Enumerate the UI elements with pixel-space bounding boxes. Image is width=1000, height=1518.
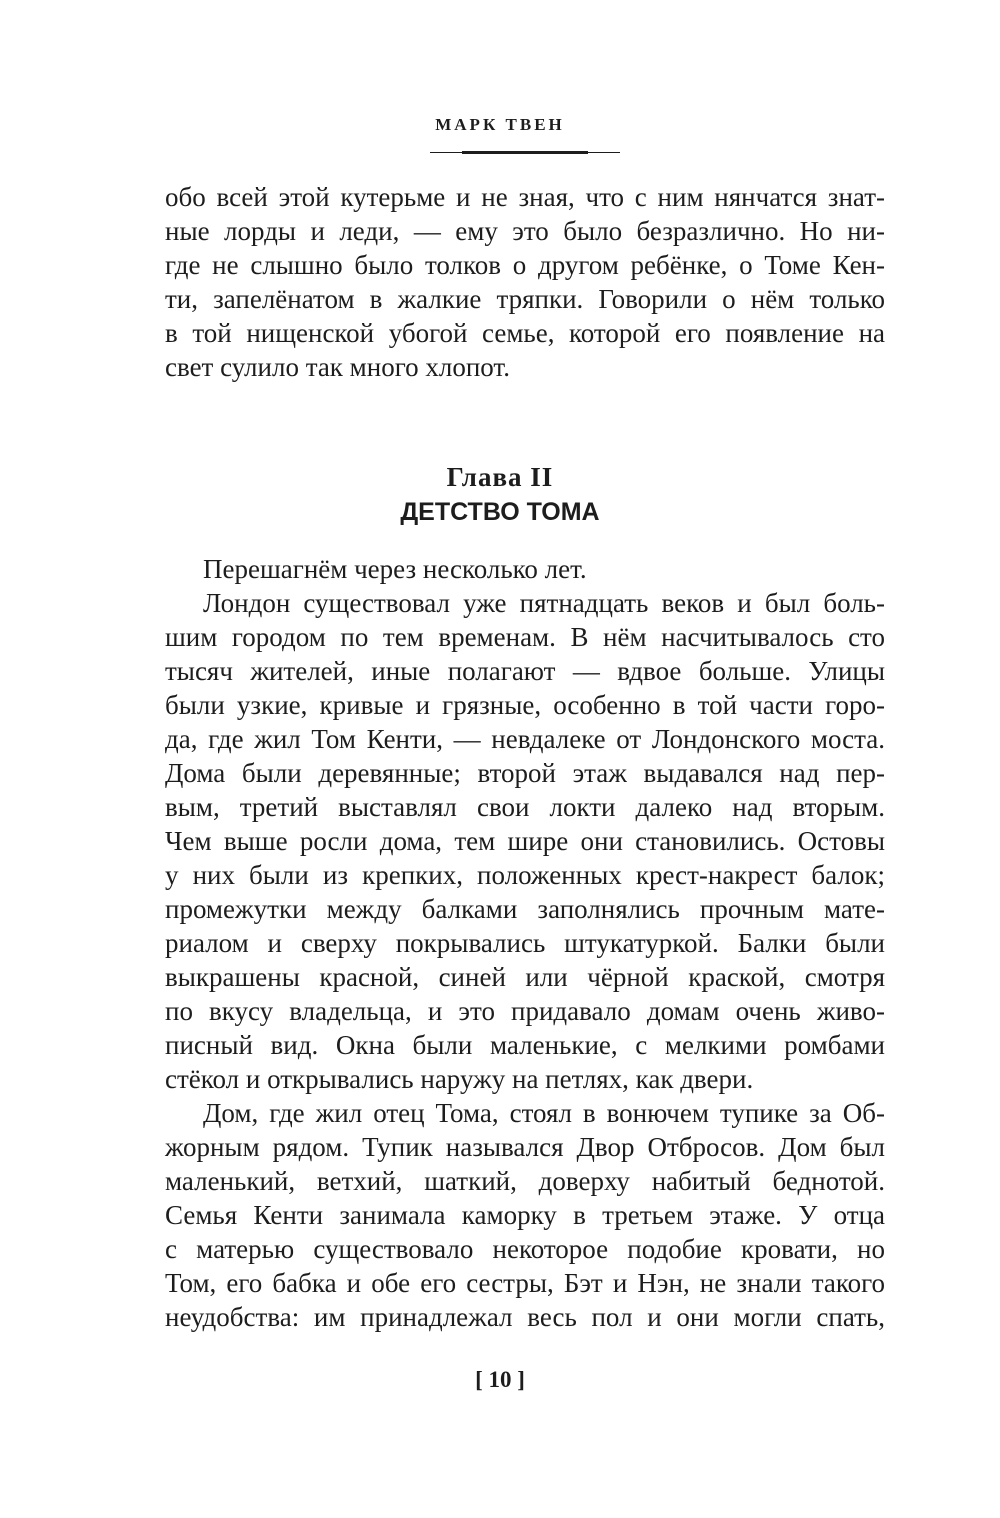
chapter-title: ДЕТСТВО ТОМА [400,498,600,526]
text-line: ные лорды и леди, — ему это было безразлично. Но ни- [165,216,885,246]
text-line: у них были из крепких, положенных крест-накрест балок; [165,860,885,890]
text-line: Том, его бабка и обе его сестры, Бэт и Нэн, не знали такого [165,1268,885,1298]
text-line: маленький, ветхий, шаткий, доверху набитый беднотой. [165,1166,885,1196]
running-head: МАРК ТВЕН [435,115,565,134]
text-line: Дома были деревянные; второй этаж выдавался над пер- [165,758,885,788]
continued-paragraph [165,180,885,384]
text-line: неудобства: им принадлежал весь пол и они могли спать, [165,1302,885,1332]
text-line: ти, запелёнатом в жалкие тряпки. Говорили о нём только [165,284,885,314]
text-line: стёкол и открывались наружу на петлях, как двери. [165,1064,754,1094]
text-line: по вкусу владельца, и это придавало домам очень живо- [165,996,885,1026]
text-line: шим городом по тем временам. В нём насчитывалось сто [165,622,885,652]
text-line: промежутки между балками заполнялись прочным мате- [165,894,885,924]
text-line: свет сулило так много хлопот. [165,352,510,382]
chapter-number: Глава II [446,462,554,492]
text-line: Семья Кенти занимала каморку в третьем этаже. У отца [165,1200,885,1230]
text-line: тысяч жителей, иные полагают — вдвое больше. Улицы [165,656,885,686]
paragraph-first-line: Перешагнём через несколько лет. [203,554,587,584]
paragraph-first-line: Лондон существовал уже пятнадцать веков и был боль- [203,588,885,618]
text-line: где не слышно было толков о другом ребёнке, о Томе Кен- [165,250,885,280]
text-line: Чем выше росли дома, тем шире они становились. Остовы [165,826,885,856]
text-line: выкрашены красной, синей или чёрной краской, смотря [165,962,885,992]
running-head-rule-accent [462,151,588,154]
text-line: обо всей этой кутерьме и не зная, что с ним нянчатся знат- [165,182,885,212]
chapter-body [165,552,885,1334]
text-line: да, где жил Том Кенти, — невдалеке от Лондонского моста. [165,724,885,754]
text-line: с матерью существовало некоторое подобие кровати, но [165,1234,885,1264]
paragraph-first-line: Дом, где жил отец Тома, стоял в вонючем тупике за Об- [203,1098,885,1128]
text-line: были узкие, кривые и грязные, особенно в той части горо- [165,690,885,720]
page-number: [ 10 ] [475,1367,525,1392]
text-line: риалом и сверху покрывались штукатуркой. Балки были [165,928,885,958]
text-line: писный вид. Окна были маленькие, с мелкими ромбами [165,1030,885,1060]
text-line: жорным рядом. Тупик назывался Двор Отбросов. Дом был [165,1132,885,1162]
text-line: в той нищенской убогой семье, которой его появление на [165,318,885,348]
text-line: вым, третий выставлял свои локти далеко над вторым. [165,792,885,822]
